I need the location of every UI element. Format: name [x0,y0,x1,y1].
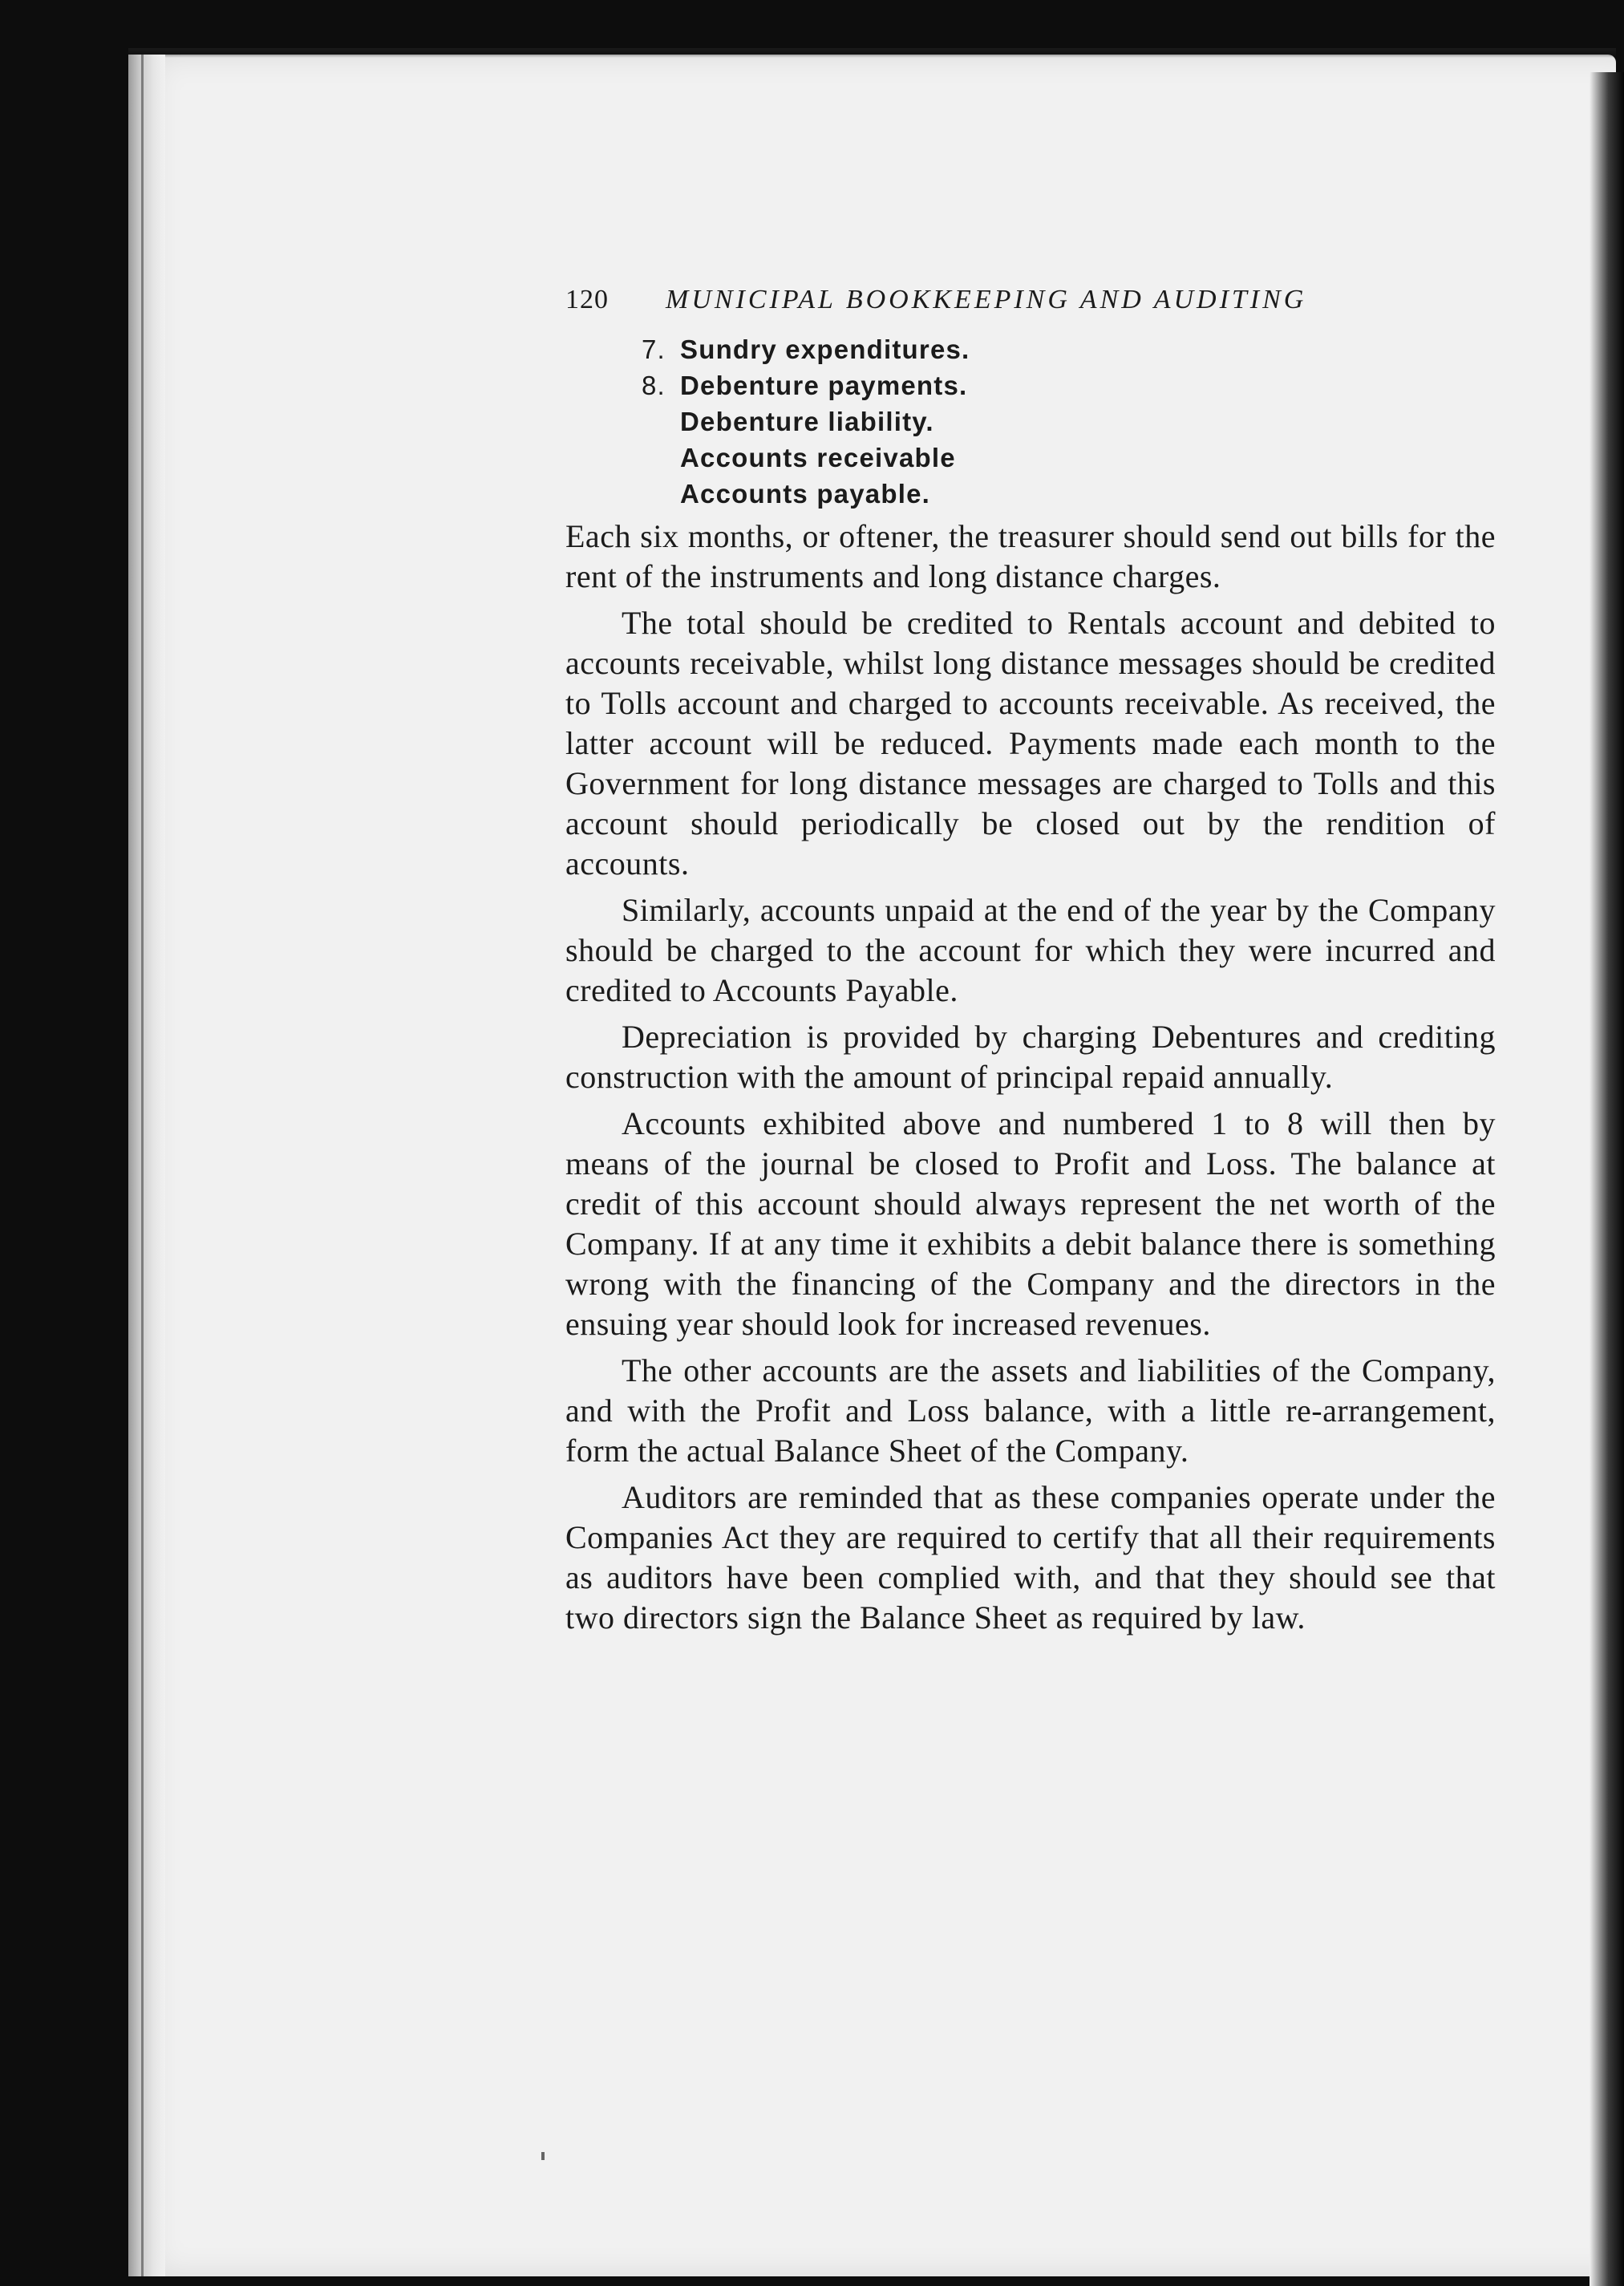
book-binding [128,55,165,2276]
list-item-label: Debenture liability. [680,407,934,436]
list-item [642,440,1496,476]
body-text [565,517,1496,1638]
list-item [642,476,1496,512]
list-item-number: 7. [642,334,666,364]
page-text [565,285,1496,1644]
list-item [642,331,1496,367]
running-head-title: MUNICIPAL BOOKKEEPING AND AUDITING [666,285,1307,314]
list-item-number: 8. [642,371,666,400]
list-item-number [642,440,680,476]
list-item-label: Debenture payments. [680,371,968,400]
list-item-number [642,476,680,512]
paragraph-rentals-tolls: The total should be credited to Rentals account and debited to accounts receivable, whilst long distance messages should be credited to Tolls account and charged to accounts receivable. As received, the latter account will be reduced. Payments made each month to the Government for long distance messages are charged to Tolls and this account should periodically be closed out by the rendition of accounts. [565,605,1496,882]
paragraph-unpaid-accounts: Similarly, accounts unpaid at the end of the year by the Company should be charged to the account for which they were incurred and credited to Accounts Payable. [565,892,1496,1008]
paragraph-depreciation: Depreciation is provided by charging Debentures and crediting construction with the amount of principal repaid annually. [565,1019,1496,1095]
page-number: 120 [565,285,609,314]
right-page-edge [1590,72,1624,2286]
running-header [565,285,1496,330]
account-list [642,331,1496,512]
paragraph-auditors: Auditors are reminded that as these companies operate under the Companies Act they are required to certify that all their requirements as auditors have been complied with, and that they should see that two directors sign the Balance Sheet as required by law. [565,1479,1496,1635]
binding-edge-line [141,55,144,2276]
list-item-label: Accounts payable. [680,479,930,509]
paragraph-profit-loss: Accounts exhibited above and numbered 1 to 8 will then by means of the journal be closed to Profit and Loss. The balance at credit of this account should always represent the net worth of the Company. If at any time it exhibits a debit balance there is something wrong with the financing of the Company and the directors in the ensuing year should look for increased revenues. [565,1105,1496,1342]
paragraph-billing: Each six months, or oftener, the treasurer should send out bills for the rent of the instruments and long distance charges. [565,518,1496,594]
list-item-label: Sundry expenditures. [680,334,970,364]
paragraph-balance-sheet: The other accounts are the assets and liabilities of the Company, and with the Profit and Loss balance, with a little re-arrangement, form the actual Balance Sheet of the Company. [565,1352,1496,1469]
list-item [642,367,1496,403]
scan-speck [541,2152,545,2160]
top-edge-shadow [128,48,1616,58]
list-item-label: Accounts receivable [680,443,956,472]
list-item-number [642,403,680,440]
list-item [642,403,1496,440]
